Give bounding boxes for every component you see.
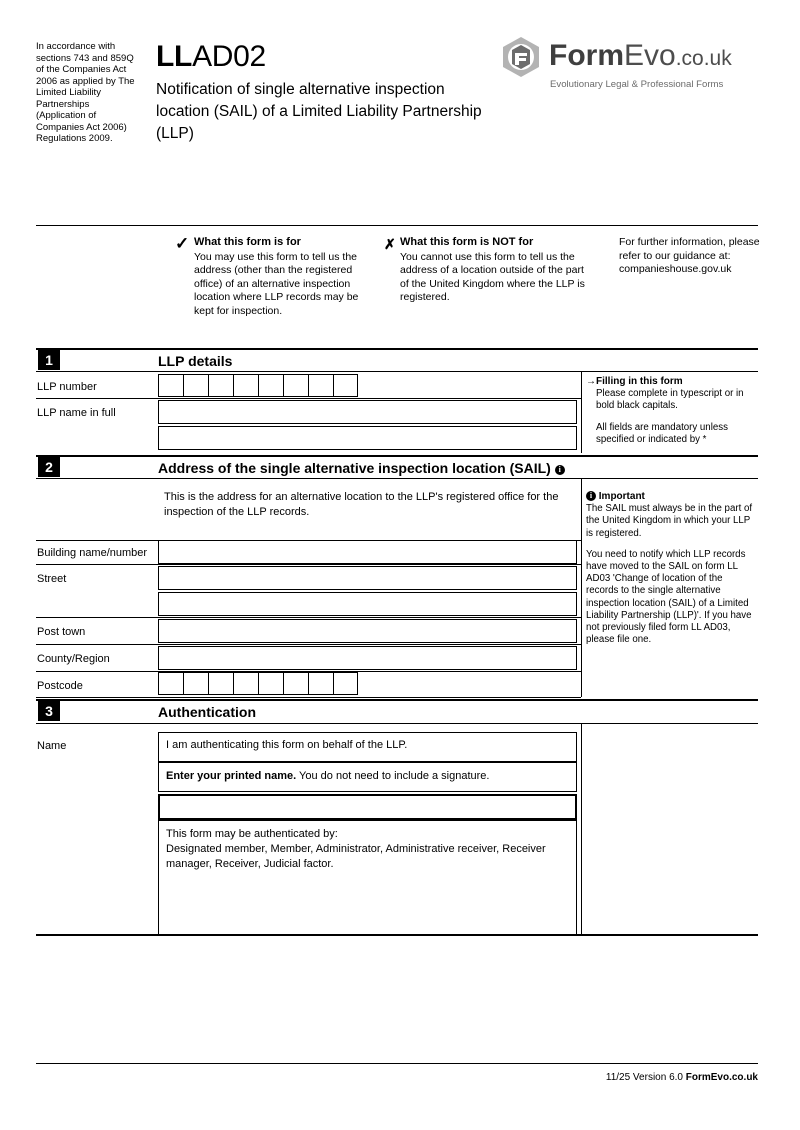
section-2-guide-divider [581,478,582,697]
formevo-logo [500,36,758,90]
printed-name-instruction-rest: You do not need to include a signature. [296,770,490,782]
postcode-label: Postcode [37,680,83,692]
llp-name-label: LLP name in full [37,407,116,419]
important-p1: The SAIL must always be in the part of the United Kingdom in which your LLP is registered. [586,503,753,539]
llp-number-input[interactable] [158,374,358,397]
logo-name-rest: Evo [624,38,676,72]
postcode-char-2[interactable] [183,672,208,695]
logo-name-suffix: .co.uk [675,46,732,70]
section-2-title-text: Address of the single alternative inspection location (SAIL) [158,460,551,476]
filling-in-this-form-p2: All fields are mandatory unless specified or indicated by * [596,421,728,445]
postcode-char-4[interactable] [233,672,258,695]
info-band [36,232,758,340]
section-2-guidance [586,491,756,655]
street-line-2-input[interactable] [158,592,577,616]
postcode-char-7[interactable] [308,672,333,695]
llp-number-char-3[interactable] [208,374,233,397]
footer-brand: FormEvo.co.uk [685,1072,758,1083]
llp-number-char-5[interactable] [258,374,283,397]
form-code-prefix: LL [156,40,193,73]
further-information-text: For further information, please refer to our guidance at: companieshouse.gov.uk [619,236,760,275]
header-divider [36,225,758,226]
legal-reference-note: In accordance with sections 743 and 859Q of the Companies Act 2006 as applied by The Limited Liability Partnerships (Application of Companies Act 2006) Regulations 2009. [36,41,135,144]
section-2-top-rule [36,455,758,457]
section-1-number: 1 [38,350,60,370]
form-title-block [156,40,486,145]
building-row-rule [36,564,581,565]
printed-name-input[interactable] [158,794,577,820]
llp-name-line-1-input[interactable] [158,400,577,424]
info-bullet-icon-important: i [586,491,596,501]
what-form-is-not-for [400,236,585,305]
section-3-header-rule [36,723,758,724]
building-name-number-label: Building name/number [37,547,148,559]
llp-number-label: LLP number [37,381,97,393]
authentication-roles-list: Designated member, Member, Administrator, Administrative receiver, Receiver manager, Receiver, Judicial factor. [166,843,546,870]
post-town-input[interactable] [158,619,577,643]
formevo-wordmark [549,40,732,75]
what-form-is-for [194,236,374,318]
check-icon: ✓ [175,234,190,253]
footer [606,1072,758,1083]
section-2-number: 2 [38,457,60,477]
llp-number-char-8[interactable] [333,374,358,397]
postcode-input[interactable] [158,672,358,695]
important-p2: You need to notify which LLP records have moved to the SAIL on form LL AD03 'Change of location of the records to the single alternative inspection location (SAIL) of a Limited Liability Partnership (LLP)'. If you have not previously filed form LL AD03, please file one. [586,548,752,646]
llp-number-char-2[interactable] [183,374,208,397]
filling-in-this-form-p1: Please complete in typescript or in bold black capitals. [596,388,744,412]
info-bullet-icon: i [555,465,565,475]
section-1-title: LLP details [158,353,233,369]
section-1-guide-divider [581,371,582,453]
what-form-is-for-heading: What this form is for [194,236,301,248]
llp-number-char-7[interactable] [308,374,333,397]
logo-tagline: Evolutionary Legal & Professional Forms [550,79,724,90]
street-line-1-input[interactable] [158,566,577,590]
form-code-suffix: AD02 [192,40,266,73]
street-label: Street [37,573,67,585]
llp-name-line-2-input[interactable] [158,426,577,450]
postcode-char-8[interactable] [333,672,358,695]
postcode-row-rule [36,697,581,698]
llp-number-row-rule [36,398,581,399]
llp-number-char-4[interactable] [233,374,258,397]
county-region-label: County/Region [37,653,110,665]
printed-name-instruction-strong: Enter your printed name. [166,770,297,782]
llp-number-char-1[interactable] [158,374,183,397]
county-region-input[interactable] [158,646,577,670]
printed-name-instruction [166,769,566,784]
filling-in-this-form-heading: Filling in this form [596,376,683,387]
what-form-is-for-body: You may use this form to tell us the address (other than the registered office) of an alternative inspection location where LLP records may be kept for inspection. [194,250,359,317]
important-heading-text: Important [598,491,645,502]
authentication-statement: I am authenticating this form on behalf of the LLP. [166,739,408,751]
logo-name-bold: Form [549,38,624,72]
postcode-char-1[interactable] [158,672,183,695]
section-3-guide-divider [581,723,582,935]
what-form-is-not-for-heading: What this form is NOT for [400,236,534,248]
page-title: Notification of single alternative inspection location (SAIL) of a Limited Liability Partnership (LLP) [156,81,482,142]
authentication-roles-heading: This form may be authenticated by: [166,828,338,840]
cross-icon: ✗ [384,236,396,252]
section-3-number: 3 [38,701,60,721]
further-information [619,236,784,277]
post-town-label: Post town [37,626,86,638]
postcode-char-3[interactable] [208,672,233,695]
llp-number-char-6[interactable] [283,374,308,397]
section-3-bottom-rule [36,934,758,936]
authentication-name-label: Name [37,740,67,752]
footer-version: 11/25 Version 6.0 [605,1072,686,1083]
authentication-roles [166,827,566,872]
section-2-title [158,460,565,476]
sail-intro-text: This is the address for an alternative location to the LLP's registered office for the inspection of the LLP records. [164,491,559,518]
building-name-number-input[interactable] [158,540,577,564]
section-3-title: Authentication [158,704,256,720]
important-heading [586,491,756,503]
what-form-is-not-for-body: You cannot use this form to tell us the address of a location outside of the part of the United Kingdom where the LLP is registered. [400,250,585,303]
section-1-guidance [596,376,754,455]
street-row-rule [36,617,581,618]
form-code [156,40,486,74]
section-1-header-rule [36,371,758,372]
formevo-hexagon-icon [500,36,542,78]
arrow-right-icon: → [586,376,596,387]
postcode-char-5[interactable] [258,672,283,695]
section-3-top-rule [36,699,758,701]
postcode-char-6[interactable] [283,672,308,695]
post-town-row-rule [36,644,581,645]
footer-rule [36,1063,758,1064]
section-1-top-rule [36,348,758,350]
section-2-header-rule [36,478,758,479]
